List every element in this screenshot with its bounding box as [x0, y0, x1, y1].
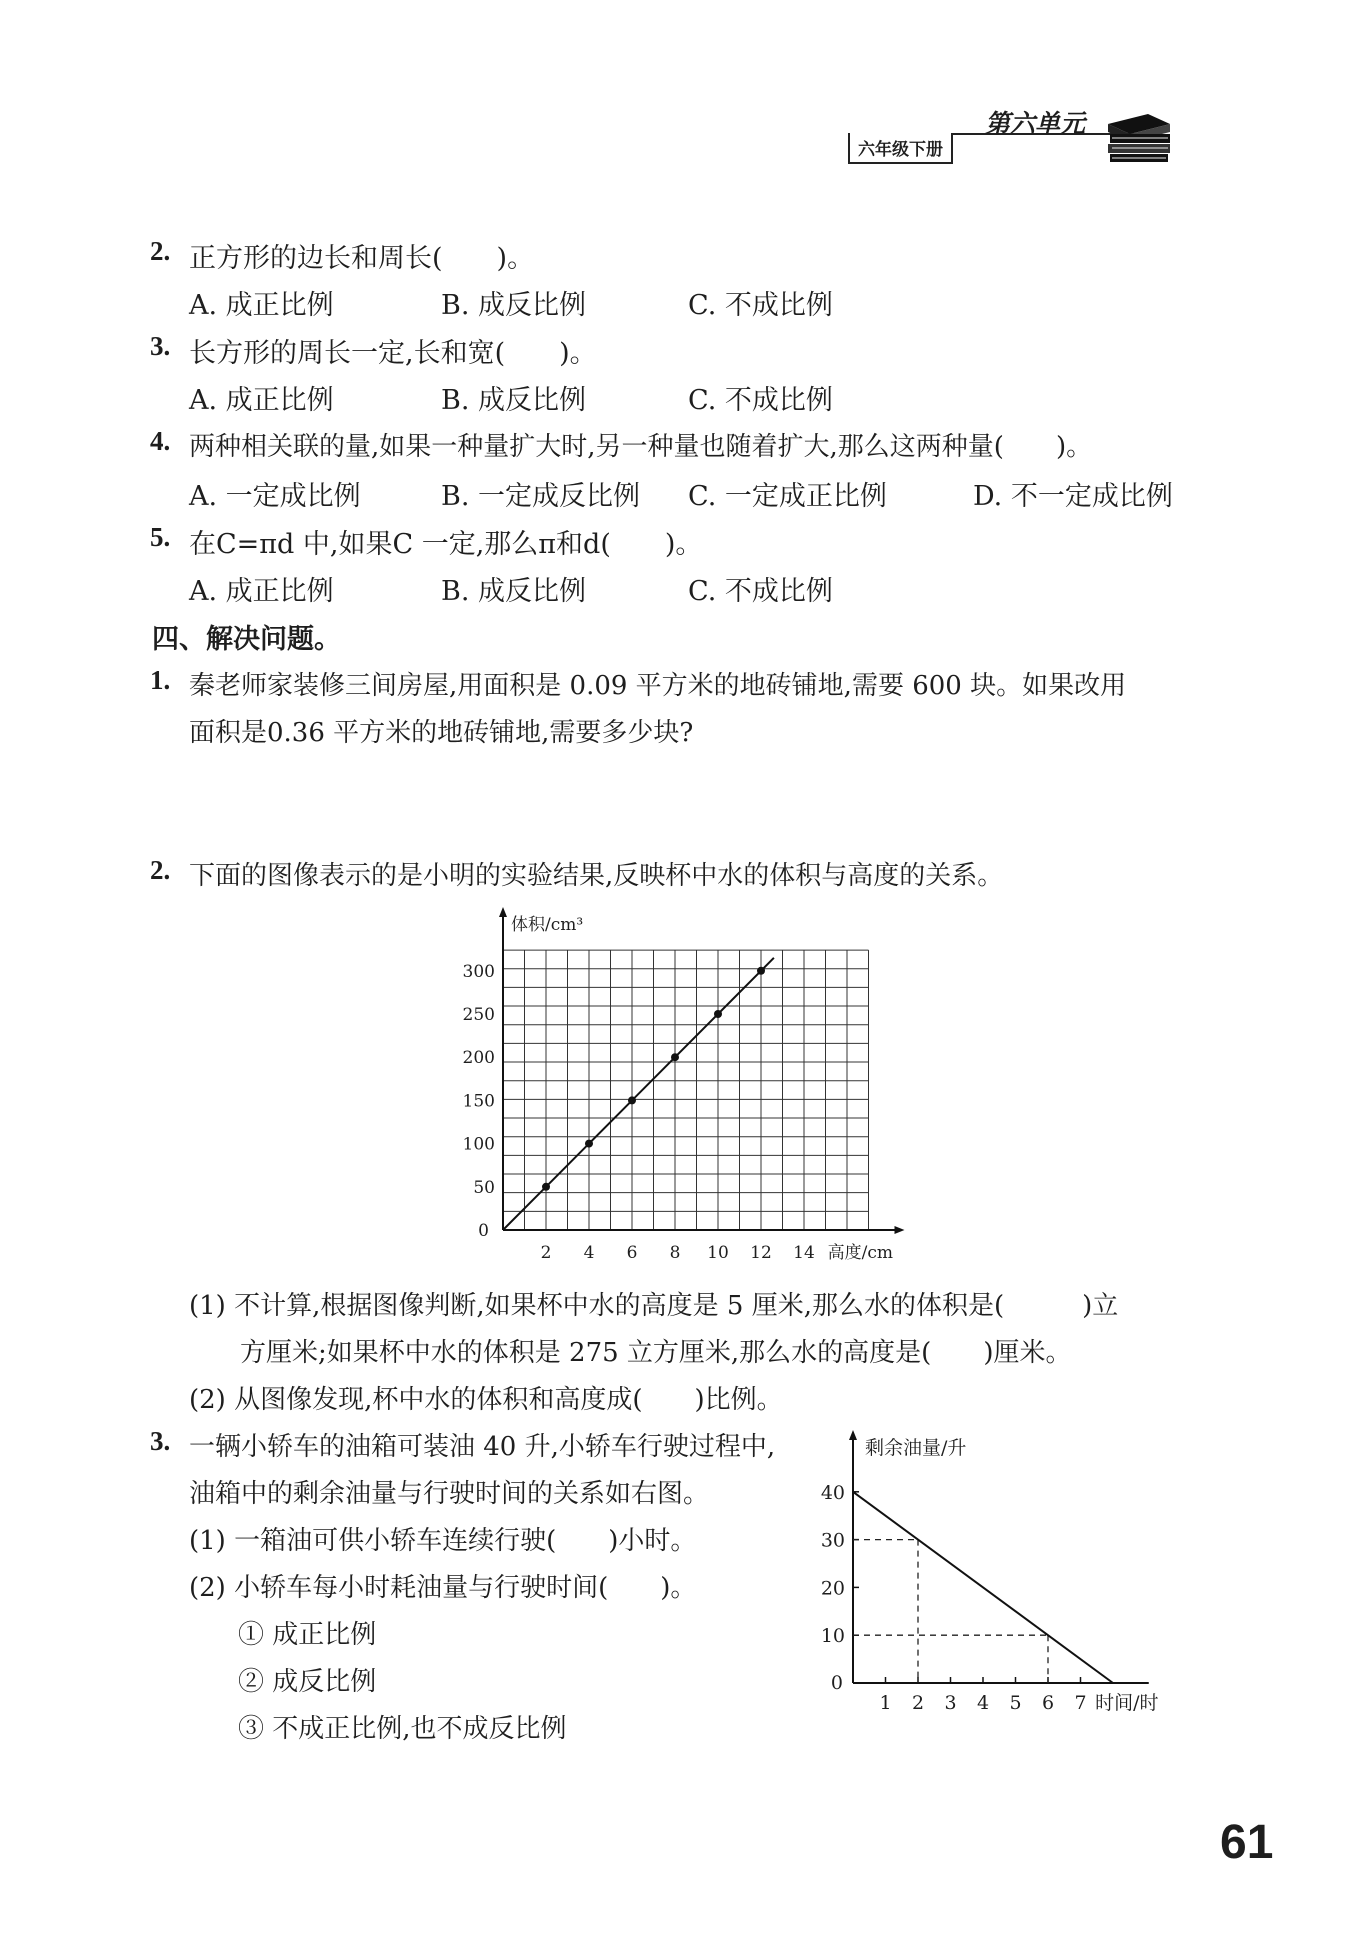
origin-label: 0 — [478, 1221, 489, 1241]
y-axis-arrow — [499, 907, 507, 917]
subquestion-1-line1: (1) 不计算,根据图像判断,如果杯中水的高度是 5 厘米,那么水的体积是( )立 — [189, 1291, 1119, 1321]
y-axis-label: 剩余油量/升 — [865, 1437, 967, 1459]
option-c: C. 不成比例 — [688, 290, 833, 321]
subquestion-1-line2: 方厘米;如果杯中水的体积是 275 立方厘米,那么水的高度是( )厘米。 — [240, 1338, 1072, 1368]
option-c: C. 不成比例 — [688, 385, 833, 416]
x-tick-label: 6 — [626, 1243, 638, 1263]
x-axis-label: 高度/cm — [827, 1243, 894, 1263]
choice-3: ③ 不成正比例,也不成反比例 — [238, 1714, 567, 1744]
section-title: 四、解决问题。 — [152, 624, 341, 655]
y-axis-label: 体积/cm³ — [511, 915, 584, 935]
y-tick-label: 250 — [462, 1005, 495, 1025]
y-tick-label: 10 — [820, 1625, 845, 1648]
choice-1: ① 成正比例 — [238, 1620, 377, 1650]
question-text: 正方形的边长和周长( )。 — [189, 243, 535, 274]
y-tick-label: 20 — [820, 1577, 845, 1600]
data-point — [542, 1183, 550, 1191]
data-point — [671, 1053, 679, 1061]
option-c: C. 一定成正比例 — [688, 481, 887, 512]
choice-2: ② 成反比例 — [238, 1667, 377, 1697]
question-number: 3. — [150, 331, 171, 361]
x-tick-label: 4 — [583, 1243, 595, 1263]
y-tick-label: 40 — [820, 1481, 845, 1504]
x-tick-label: 5 — [1009, 1692, 1022, 1714]
problem-number: 3. — [150, 1426, 171, 1456]
subquestion-2: (2) 小轿车每小时耗油量与行驶时间( )。 — [189, 1573, 697, 1603]
question-number: 4. — [150, 426, 171, 456]
data-point — [585, 1140, 593, 1148]
problem-number: 2. — [150, 855, 171, 885]
grade-label: 六年级下册 — [858, 140, 943, 160]
y-tick-label: 200 — [462, 1048, 495, 1069]
data-line — [853, 1492, 1113, 1683]
problem-number: 1. — [150, 665, 171, 695]
y-tick-label: 100 — [462, 1134, 495, 1155]
y-tick-label: 300 — [462, 961, 495, 982]
page-number: 61 — [1220, 1816, 1274, 1869]
x-tick-label: 2 — [911, 1692, 925, 1714]
option-a: A. 成正比例 — [189, 576, 334, 607]
problem-text-line1: 秦老师家装修三间房屋,用面积是 0.09 平方米的地砖铺地,需要 600 块。如果改用 — [189, 671, 1127, 701]
x-tick-label: 2 — [540, 1243, 552, 1263]
x-tick-label: 14 — [793, 1243, 815, 1263]
option-b: B. 成反比例 — [441, 576, 587, 607]
option-a: A. 成正比例 — [189, 385, 334, 416]
question-text: 长方形的周长一定,长和宽( )。 — [189, 338, 597, 369]
x-tick-label: 4 — [976, 1692, 990, 1714]
grade-badge — [848, 133, 953, 164]
option-b: B. 成反比例 — [441, 290, 587, 321]
option-b: B. 一定成反比例 — [441, 481, 641, 512]
y-tick-label: 150 — [462, 1091, 495, 1112]
x-tick-label: 10 — [707, 1243, 729, 1263]
question-number: 2. — [150, 236, 171, 266]
data-point — [628, 1096, 636, 1104]
subquestion-1: (1) 一箱油可供小轿车连续行驶( )小时。 — [189, 1526, 697, 1556]
x-tick-label: 12 — [750, 1243, 772, 1263]
data-point — [714, 1010, 722, 1018]
x-tick-label: 3 — [944, 1692, 957, 1714]
x-tick-label: 8 — [669, 1243, 681, 1263]
problem-text-line1: 一辆小轿车的油箱可装油 40 升,小轿车行驶过程中, — [189, 1432, 776, 1462]
option-b: B. 成反比例 — [441, 385, 587, 416]
origin-label: 0 — [830, 1672, 843, 1694]
question-text: 两种相关联的量,如果一种量扩大时,另一种量也随着扩大,那么这两种量( )。 — [189, 432, 1093, 462]
option-c: C. 不成比例 — [688, 576, 833, 607]
x-axis-label: 时间/时 — [1095, 1692, 1159, 1714]
y-axis-arrow — [849, 1430, 857, 1440]
fuel-time-chart — [805, 1428, 1190, 1728]
y-tick-label: 50 — [473, 1177, 495, 1198]
x-tick-label: 1 — [879, 1692, 892, 1714]
data-point — [757, 967, 765, 975]
volume-height-chart — [455, 905, 930, 1265]
question-text: 在C=πd 中,如果C 一定,那么π和d( )。 — [189, 529, 703, 560]
x-tick-label: 6 — [1041, 1692, 1055, 1714]
option-a: A. 成正比例 — [189, 290, 334, 321]
option-a: A. 一定成比例 — [189, 481, 361, 512]
x-tick-label: 7 — [1074, 1692, 1087, 1714]
unit-title: 第六单元 — [985, 109, 1086, 138]
question-number: 5. — [150, 522, 171, 552]
problem-text-line2: 油箱中的剩余油量与行驶时间的关系如右图。 — [189, 1479, 710, 1509]
option-d: D. 不一定成比例 — [973, 481, 1173, 512]
subquestion-2: (2) 从图像发现,杯中水的体积和高度成( )比例。 — [189, 1385, 783, 1415]
y-tick-label: 30 — [820, 1529, 845, 1552]
x-axis-arrow — [895, 1226, 905, 1234]
books-icon — [1098, 98, 1178, 168]
problem-text-line2: 面积是0.36 平方米的地砖铺地,需要多少块? — [189, 718, 694, 748]
problem-text: 下面的图像表示的是小明的实验结果,反映杯中水的体积与高度的关系。 — [189, 861, 1004, 891]
